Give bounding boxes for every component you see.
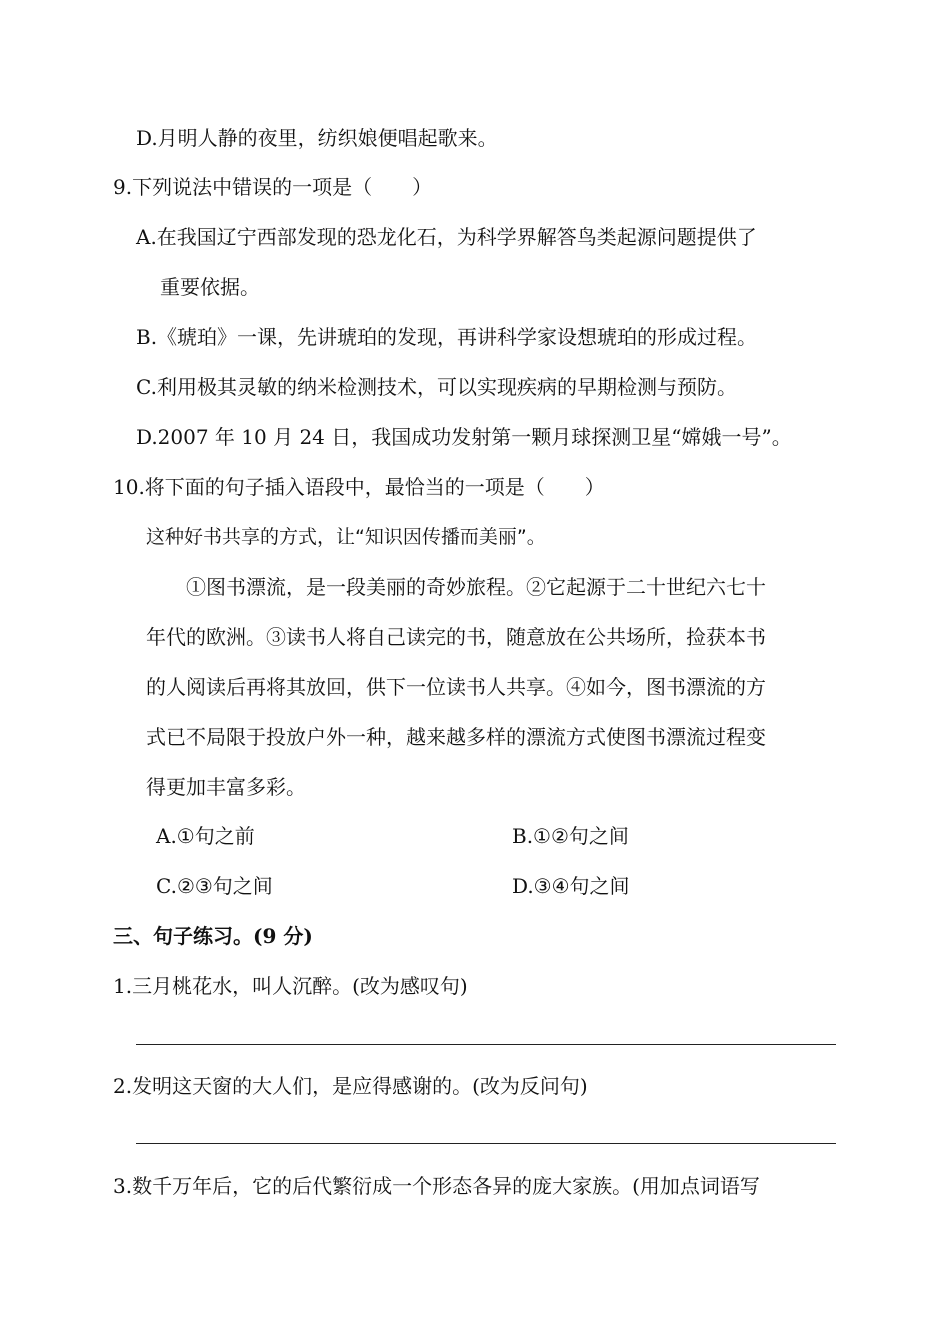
s3-q1: 1.三月桃花水，叫人沉醉。(改为感叹句) [113,974,468,998]
passage-line: ①图书漂流，是一段美丽的奇妙旅程。②它起源于二十世纪六七十 [186,575,766,599]
passage-line: 年代的欧洲。③读书人将自己读完的书，随意放在公共场所，捡获本书 [146,625,766,649]
passage-line: 得更加丰富多彩。 [146,775,306,799]
s3-q3: 3.数千万年后，它的后代繁衍成一个形态各异的庞大家族。(用加点词语写 [113,1174,760,1198]
q10-option-b: B.①②句之间 [512,824,629,848]
s3-q1-answer-line[interactable] [136,1044,836,1045]
q9-option-d: D.2007 年 10 月 24 日，我国成功发射第一颗月球探测卫星“嫦娥一号”。 [136,425,792,449]
q9-option-a-line1: A.在我国辽宁西部发现的恐龙化石，为科学界解答鸟类起源问题提供了 [136,225,757,249]
q9-stem: 9.下列说法中错误的一项是（ ） [113,175,433,199]
section-title: 三、句子练习。(9 分) [113,924,313,948]
s3-q2-answer-line[interactable] [136,1143,836,1144]
s3-q2: 2.发明这天窗的大人们，是应得感谢的。(改为反问句) [113,1074,588,1098]
q8-option-d: D.月明人静的夜里，纺织娘便唱起歌来。 [136,126,498,150]
q10-option-c: C.②③句之间 [156,874,273,898]
q9-option-b: B.《琥珀》一课，先讲琥珀的发现，再讲科学家设想琥珀的形成过程。 [136,325,758,349]
q10-insert-sentence: 这种好书共享的方式，让“知识因传播而美丽”。 [146,526,546,548]
passage-line: 式已不局限于投放户外一种，越来越多样的漂流方式使图书漂流过程变 [146,725,766,749]
q9-option-a-line2: 重要依据。 [160,275,260,299]
passage-line: 的人阅读后再将其放回，供下一位读书人共享。④如今，图书漂流的方 [146,675,766,699]
q10-option-d: D.③④句之间 [512,874,630,898]
q9-option-c: C.利用极其灵敏的纳米检测技术，可以实现疾病的早期检测与预防。 [136,375,737,399]
q10-option-a: A.①句之前 [156,824,255,848]
q10-stem: 10.将下面的句子插入语段中，最恰当的一项是（ ） [113,475,605,499]
